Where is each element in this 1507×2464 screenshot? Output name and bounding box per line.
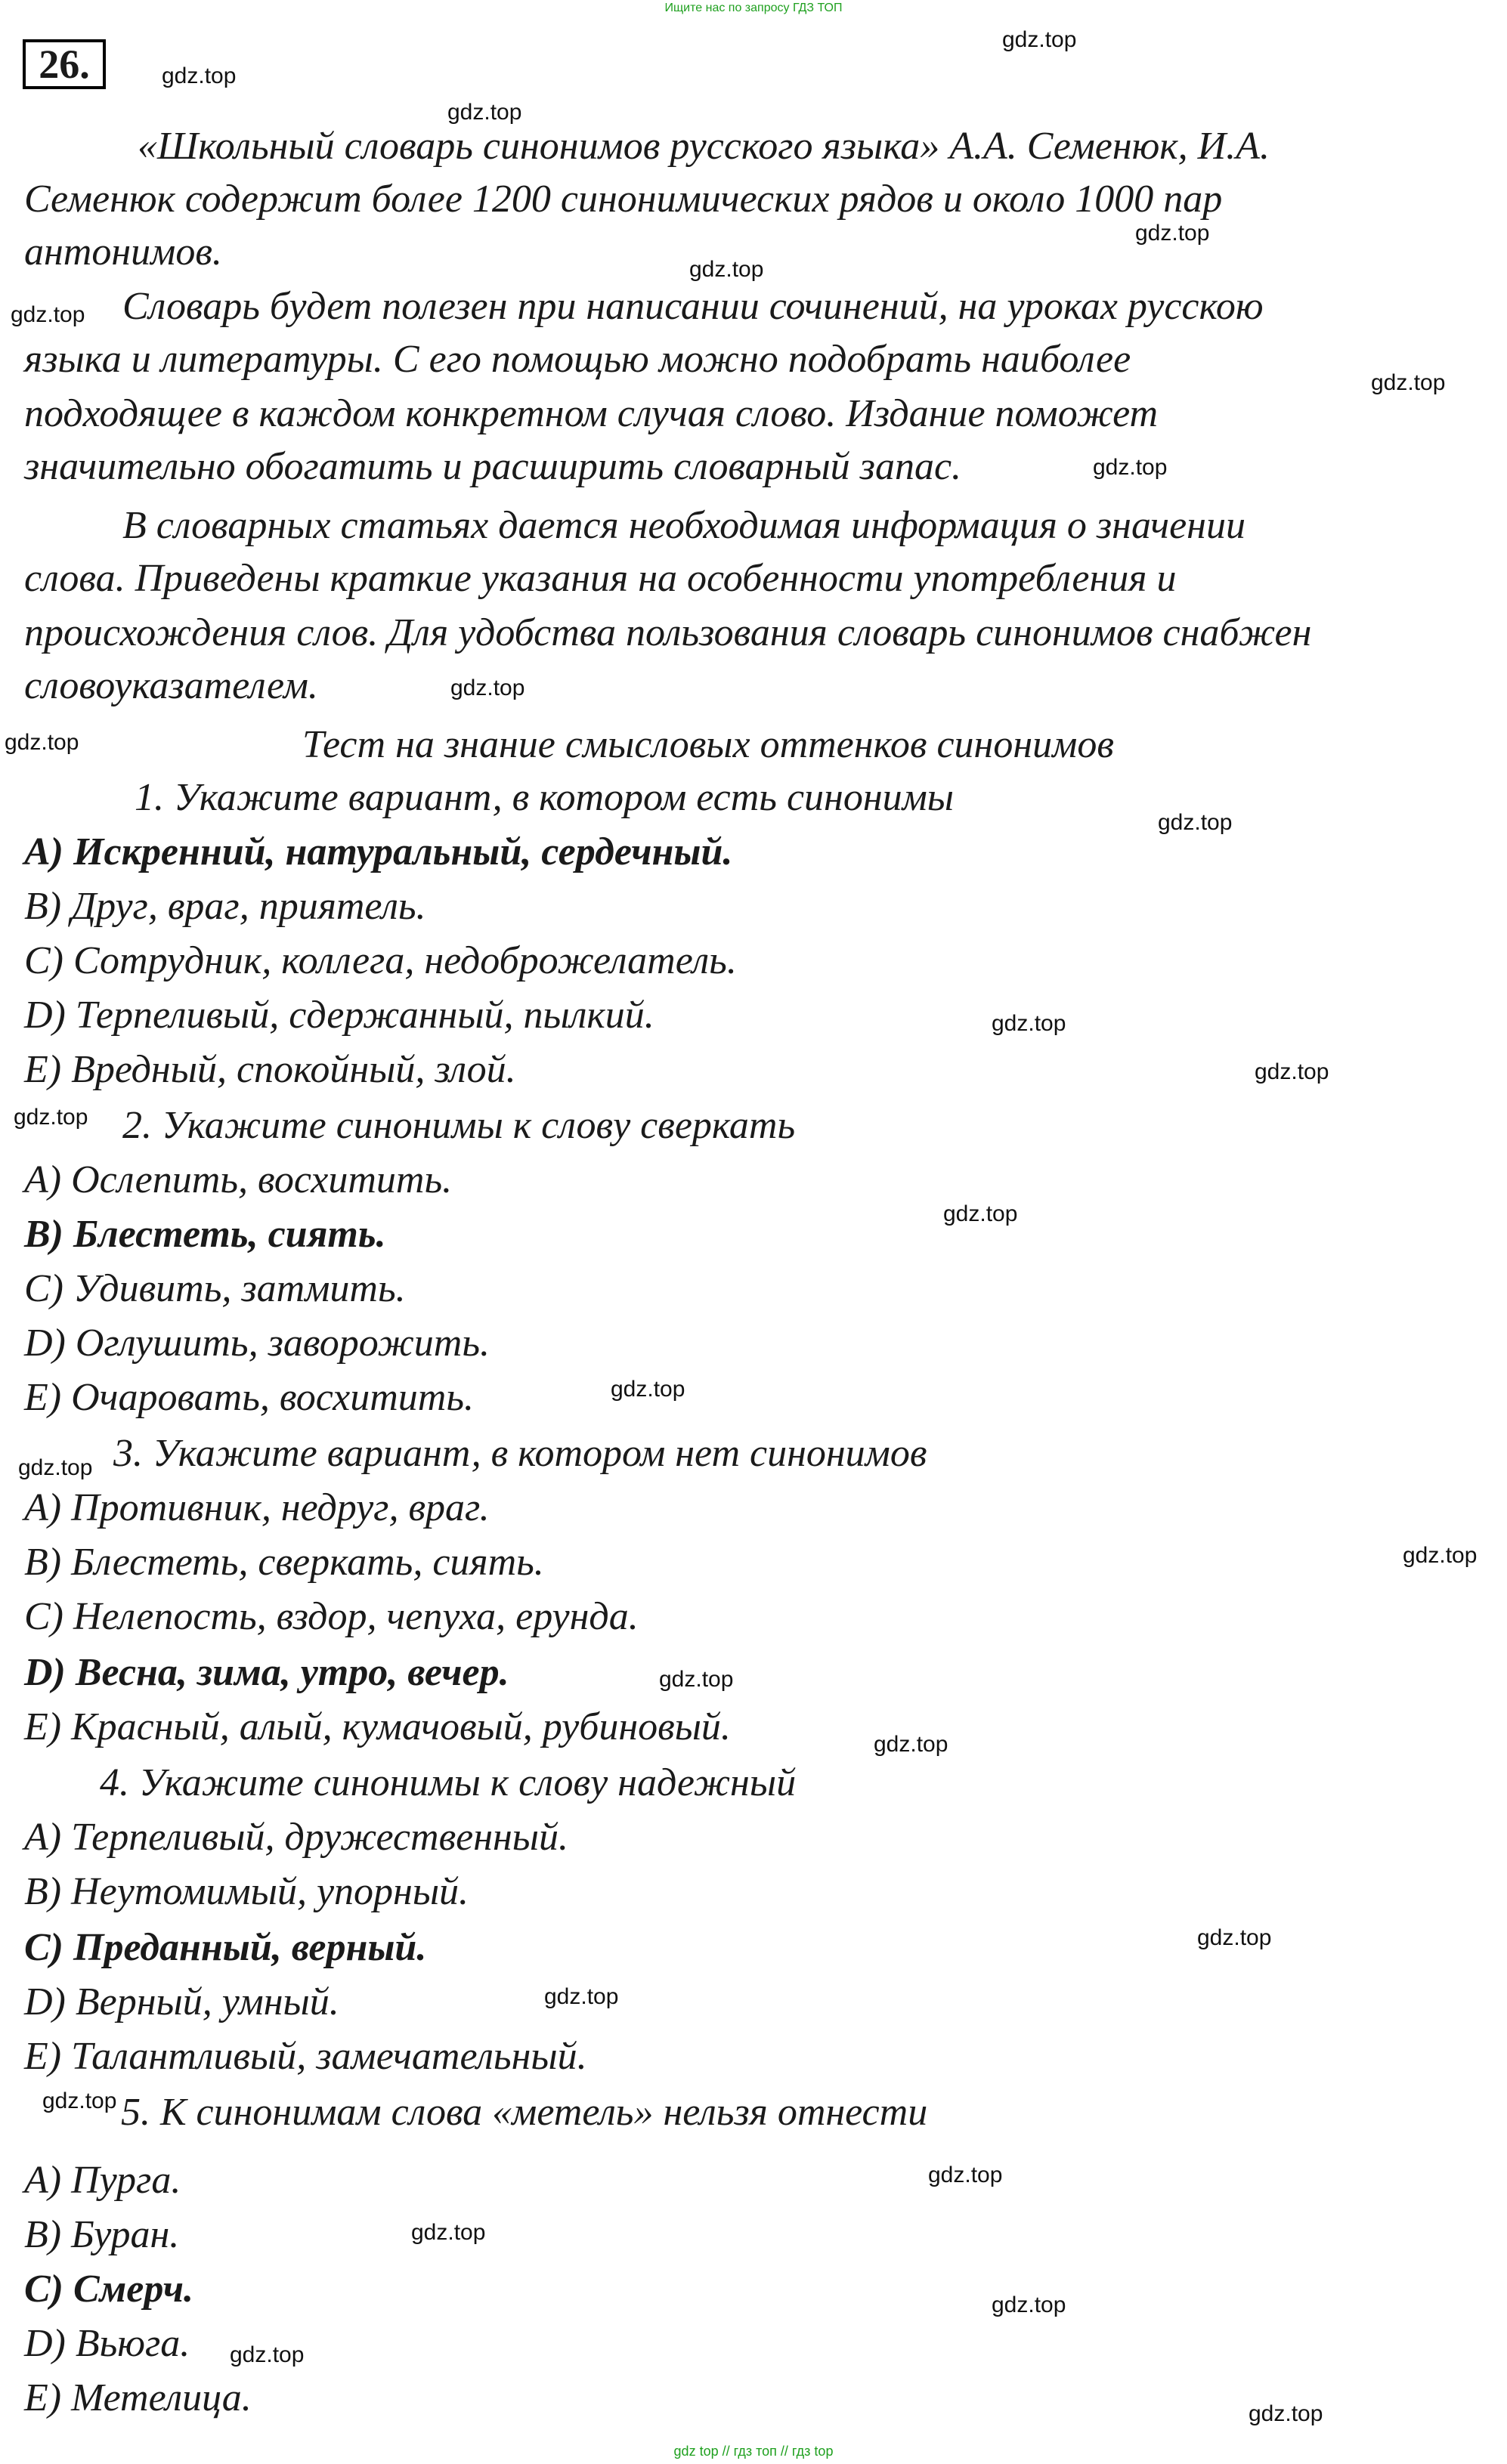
- watermark: gdz.top: [5, 730, 79, 755]
- q3-option-d: D) Весна, зима, утро, вечер.: [24, 1651, 509, 1694]
- q4-option-b: B) Неутомимый, упорный.: [24, 1870, 469, 1913]
- intro-p3-line-1: В словарных статьях дается необходимая информация о значении: [122, 504, 1246, 547]
- q1-option-e: E) Вредный, спокойный, злой.: [24, 1048, 516, 1091]
- q2-option-b: B) Блестеть, сиять.: [24, 1213, 386, 1256]
- task-number: 26.: [23, 39, 106, 89]
- question-1: 1. Укажите вариант, в котором есть синонимы: [135, 776, 955, 819]
- watermark: gdz.top: [611, 1377, 685, 1402]
- watermark: gdz.top: [1093, 455, 1168, 480]
- q3-option-b: B) Блестеть, сверкать, сиять.: [24, 1541, 544, 1584]
- watermark: gdz.top: [450, 676, 525, 700]
- intro-p2-line-1: Словарь будет полезен при написании сочинений, на уроках русскою: [122, 285, 1264, 328]
- watermark: gdz.top: [1197, 1925, 1272, 1950]
- watermark: gdz.top: [18, 1455, 93, 1480]
- q1-option-c: C) Сотрудник, коллега, недоброжелатель.: [24, 939, 737, 982]
- watermark: gdz.top: [992, 1011, 1066, 1036]
- intro-p3-line-3: происхождения слов. Для удобства пользования словарь синонимов снабжен: [24, 611, 1312, 654]
- watermark: gdz.top: [1255, 1059, 1329, 1084]
- watermark: gdz.top: [1249, 2401, 1323, 2426]
- watermark: gdz.top: [943, 1201, 1018, 1226]
- intro-p2-line-2: языка и литературы. С его помощью можно подобрать наиболее: [24, 338, 1131, 381]
- intro-p2-line-3: подходящее в каждом конкретном случая слово. Издание поможет: [24, 392, 1159, 435]
- watermark: gdz.top: [874, 1732, 948, 1757]
- watermark: gdz.top: [928, 2163, 1003, 2187]
- intro-p3-line-4: словоуказателем.: [24, 664, 318, 707]
- q3-option-e: E) Красный, алый, кумачовый, рубиновый.: [24, 1705, 731, 1748]
- watermark: gdz.top: [1135, 221, 1210, 246]
- q2-option-e: E) Очаровать, восхитить.: [24, 1376, 475, 1419]
- q3-option-c: C) Нелепость, вздор, чепуха, ерунда.: [24, 1595, 639, 1638]
- q3-option-a: A) Противник, недруг, враг.: [24, 1486, 490, 1529]
- q1-option-b: B) Друг, враг, приятель.: [24, 885, 426, 928]
- intro-p1-line-1: «Школьный словарь синонимов русского языка» А.А. Семенюк, И.А.: [138, 125, 1270, 168]
- q5-option-c: C) Смерч.: [24, 2268, 193, 2311]
- q1-option-a: A) Искренний, натуральный, сердечный.: [24, 830, 733, 873]
- q5-option-e: E) Метелица.: [24, 2376, 252, 2419]
- watermark: gdz.top: [411, 2220, 486, 2245]
- watermark: gdz.top: [992, 2292, 1066, 2317]
- question-3: 3. Укажите вариант, в котором нет синонимов: [113, 1432, 927, 1475]
- watermark: gdz.top: [11, 302, 85, 327]
- q2-option-a: A) Ослепить, восхитить.: [24, 1158, 453, 1201]
- watermark: gdz.top: [544, 1984, 619, 2009]
- q4-option-d: D) Верный, умный.: [24, 1980, 339, 2023]
- question-2: 2. Укажите синонимы к слову сверкать: [122, 1104, 796, 1147]
- watermark: gdz.top: [42, 2088, 117, 2113]
- q2-option-c: C) Удивить, затмить.: [24, 1267, 406, 1310]
- q1-option-d: D) Терпеливый, сдержанный, пылкий.: [24, 994, 654, 1037]
- watermark: gdz.top: [230, 2342, 305, 2367]
- q5-option-d: D) Вьюга.: [24, 2322, 190, 2365]
- test-title: Тест на знание смысловых оттенков синонимов: [302, 723, 1114, 766]
- q4-option-a: A) Терпеливый, дружественный.: [24, 1816, 569, 1859]
- q4-option-e: E) Талантливый, замечательный.: [24, 2035, 587, 2078]
- intro-p3-line-2: слова. Приведены краткие указания на особенности употребления и: [24, 557, 1177, 600]
- intro-p1-line-3: антонимов.: [24, 230, 222, 274]
- watermark: gdz.top: [689, 257, 764, 282]
- watermark: gdz.top: [162, 63, 237, 88]
- watermark: gdz.top: [1002, 27, 1077, 52]
- q5-option-b: B) Буран.: [24, 2213, 180, 2256]
- intro-p2-line-4: значительно обогатить и расширить словарный запас.: [24, 445, 962, 488]
- intro-p1-line-2: Семенюк содержит более 1200 синонимических рядов и около 1000 пар: [24, 178, 1223, 221]
- q2-option-d: D) Оглушить, заворожить.: [24, 1322, 490, 1365]
- watermark: gdz.top: [14, 1105, 88, 1130]
- question-5: 5. К синонимам слова «метель» нельзя отнести: [121, 2091, 928, 2134]
- watermark: gdz.top: [1158, 810, 1233, 835]
- watermark: gdz.top: [659, 1667, 734, 1692]
- top-banner: Ищите нас по запросу ГДЗ ТОП: [664, 2, 843, 14]
- q4-option-c: C) Преданный, верный.: [24, 1926, 427, 1969]
- question-4: 4. Укажите синонимы к слову надежный: [100, 1761, 797, 1804]
- watermark: gdz.top: [1371, 370, 1446, 395]
- q5-option-a: A) Пурга.: [24, 2159, 181, 2202]
- watermark: gdz.top: [447, 100, 522, 125]
- watermark: gdz.top: [1403, 1543, 1478, 1568]
- footer-links: gdz top // гдз топ // гдз top: [673, 2444, 834, 2459]
